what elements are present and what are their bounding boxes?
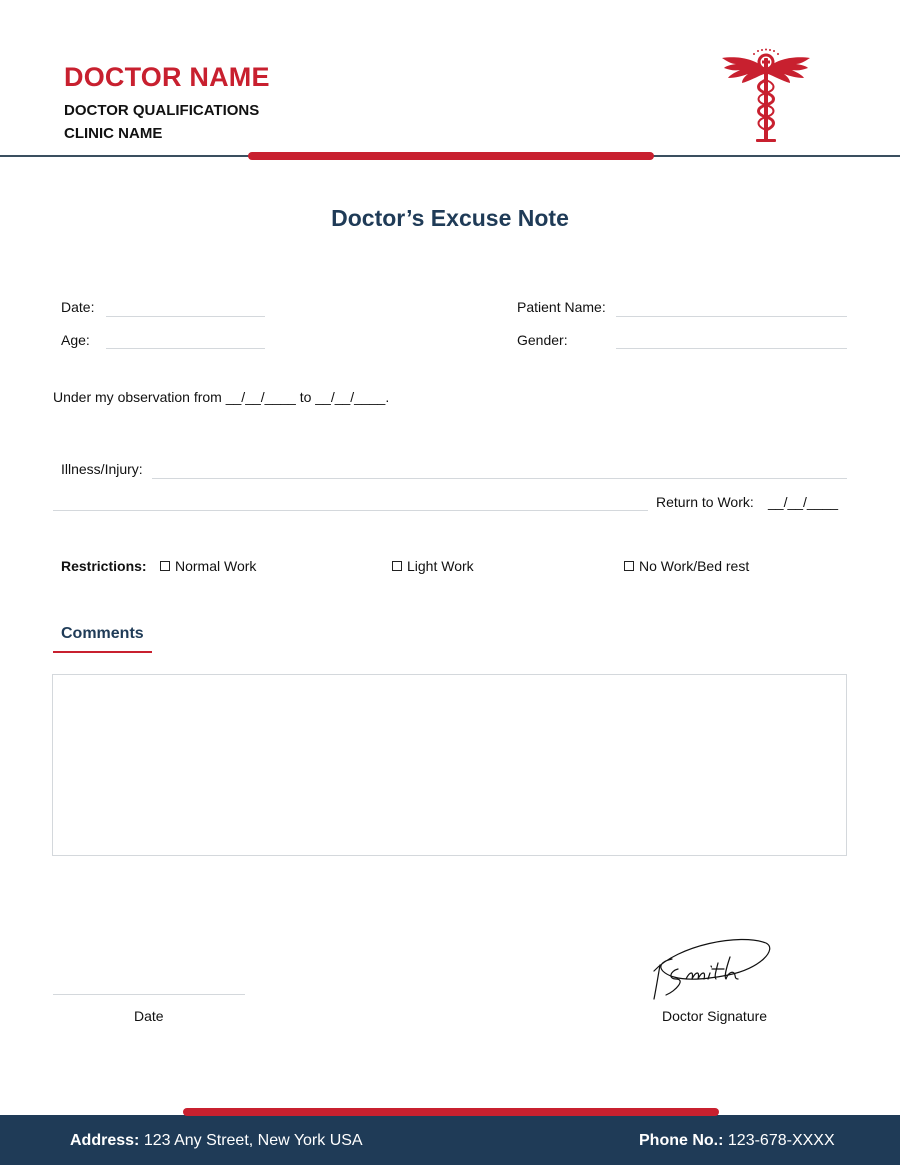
- observation-statement: Under my observation from __/__/____ to __/__/____.: [53, 389, 390, 405]
- clinic-name: CLINIC NAME: [64, 125, 163, 142]
- doctor-signature-caption: Doctor Signature: [662, 1008, 768, 1024]
- gender-field[interactable]: [616, 348, 847, 349]
- footer-accent-bar: [183, 1108, 719, 1116]
- restriction-option-label: Light Work: [407, 558, 474, 574]
- restriction-normal-work[interactable]: [160, 558, 256, 574]
- comments-heading: Comments: [61, 625, 144, 642]
- comments-textarea[interactable]: [52, 674, 847, 856]
- doctor-signature-image: [648, 935, 773, 1003]
- page-title: Doctor’s Excuse Note: [331, 205, 569, 231]
- restrictions-label: Restrictions:: [61, 558, 147, 574]
- illness-field[interactable]: [152, 478, 847, 479]
- footer-address: [70, 1132, 363, 1150]
- age-label: Age:: [61, 332, 90, 348]
- date-field[interactable]: [106, 316, 265, 317]
- restriction-light-work[interactable]: [392, 558, 474, 574]
- address-label: Address:: [70, 1132, 140, 1149]
- header-accent-bar: [248, 152, 654, 160]
- comments-underline: [53, 651, 152, 653]
- patient-name-field[interactable]: [616, 316, 847, 317]
- restriction-option-label: No Work/Bed rest: [639, 558, 750, 574]
- age-field[interactable]: [106, 348, 265, 349]
- checkbox-icon[interactable]: [392, 561, 402, 571]
- doctor-qualifications: DOCTOR QUALIFICATIONS: [64, 102, 260, 119]
- phone-value: 123-678-XXXX: [727, 1132, 835, 1149]
- footer-phone: [639, 1132, 835, 1150]
- patient-name-label: Patient Name:: [517, 299, 606, 315]
- date-label: Date:: [61, 299, 95, 315]
- return-to-work-value[interactable]: __/__/____: [768, 494, 839, 510]
- illness-field-continued[interactable]: [53, 510, 648, 511]
- return-to-work-label: Return to Work:: [656, 494, 754, 510]
- checkbox-icon[interactable]: [624, 561, 634, 571]
- doctor-name: DOCTOR NAME: [64, 62, 270, 92]
- restriction-option-label: Normal Work: [175, 558, 257, 574]
- checkbox-icon[interactable]: [160, 561, 170, 571]
- address-value: 123 Any Street, New York USA: [143, 1132, 363, 1149]
- illness-label: Illness/Injury:: [61, 461, 143, 477]
- gender-label: Gender:: [517, 332, 568, 348]
- restriction-no-work[interactable]: [624, 558, 749, 574]
- caduceus-icon: [720, 46, 812, 144]
- date-signature-line[interactable]: [53, 994, 245, 995]
- date-caption: Date: [134, 1008, 164, 1024]
- phone-label: Phone No.:: [639, 1132, 724, 1149]
